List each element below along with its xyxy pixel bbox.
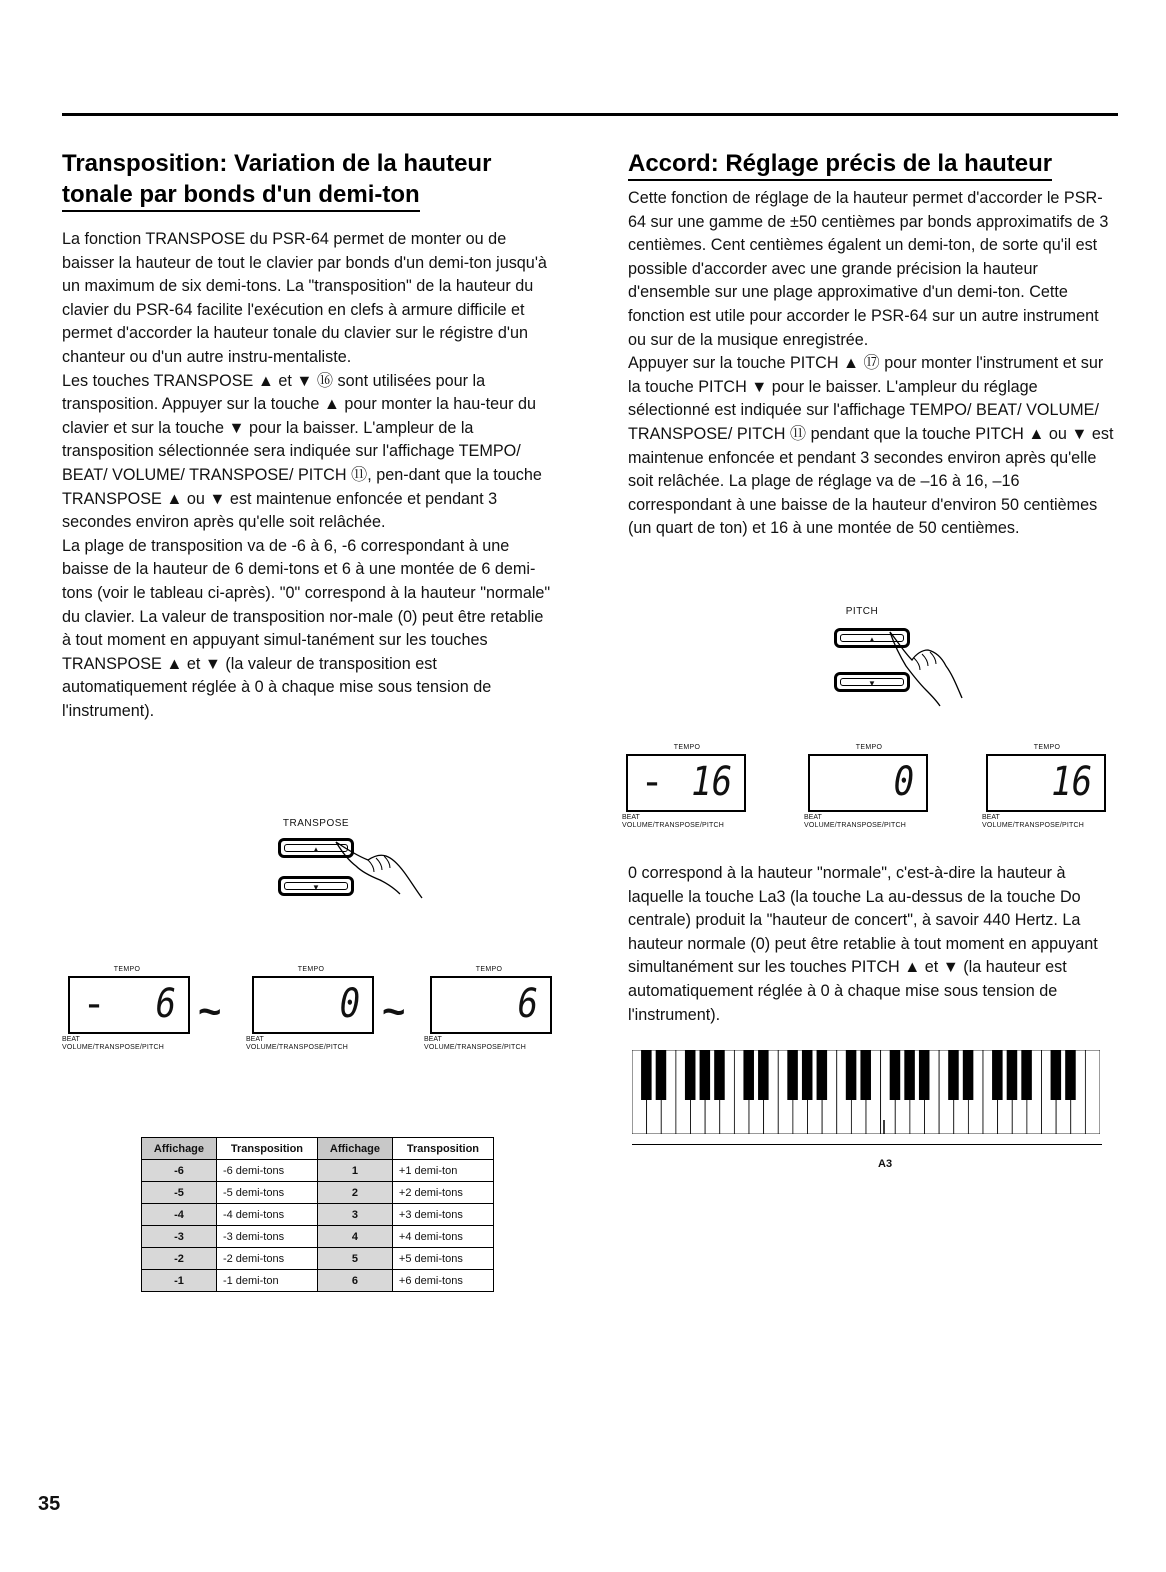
- volume-label: VOLUME/TRANSPOSE/PITCH: [246, 1044, 349, 1051]
- black-key: [1021, 1050, 1032, 1100]
- value-digit: 16: [1051, 759, 1092, 805]
- table-cell: -4: [142, 1204, 217, 1226]
- beat-label: BEAT: [62, 1036, 80, 1043]
- transpose-caption: TRANSPOSE: [282, 818, 350, 829]
- tempo-label: TEMPO: [475, 966, 503, 973]
- display-minus-6: [62, 966, 192, 1056]
- tempo-label: TEMPO: [297, 966, 325, 973]
- down-arrow-icon: ▼: [284, 882, 348, 890]
- black-key: [904, 1050, 915, 1100]
- transposition-para-2: Les touches TRANSPOSE ▲ et ▼ ⑯ sont utilisées pour la transposition. Appuyer sur la touche ▲ pour monter la hau-teur du clavier et sur la touche ▼ pour la baisser. L'ampleur de la transposition sélectionnée sera indiquée sur l'affichage TEMPO/ BEAT/ VOLUME/ TRANSPOSE/ PITCH ⑪, pen-dant que la touche TRANSPOSE ▲ ou ▼ est maintenue enfoncée et pendant 3 secondes environ après qu'elle soit relâchée.: [62, 371, 542, 532]
- transposition-table: [141, 1137, 494, 1292]
- tempo-label: TEMPO: [113, 966, 141, 973]
- volume-label: VOLUME/TRANSPOSE/PITCH: [62, 1044, 165, 1051]
- accord-para-3-block: [628, 862, 1120, 1027]
- table-cell: -1 demi-ton: [216, 1270, 317, 1292]
- lcd-screen: [252, 976, 374, 1034]
- sign-digit: -: [82, 981, 107, 1027]
- table-cell: -1: [142, 1270, 217, 1292]
- transpose-buttons-illustration: [268, 818, 428, 898]
- black-key: [685, 1050, 696, 1100]
- tilde-separator-1: ~: [198, 990, 222, 1034]
- value-digit: 0: [893, 759, 914, 805]
- beat-label: BEAT: [804, 814, 822, 821]
- keyboard-baseline: [632, 1144, 1102, 1145]
- column-header: Transposition: [216, 1138, 317, 1160]
- accord-para-2: Appuyer sur la touche PITCH ▲ ⑰ pour monter l'instrument et sur la touche PITCH ▼ pour le baisser. L'ampleur du réglage sélectionné est indiquée sur l'affichage TEMPO/ BEAT/ VOLUME/ TRANSPOSE/ PITCH ⑪ pendant que la touche PITCH ▲ ou ▼ est maintenue enfoncée et pendant 3 secondes environ après qu'elle soit relâchée. La plage de réglage va de –16 à 16, –16 correspondant à une baisse de la hauteur d'environ 50 centièmes (un quart de ton) et 16 à une montée de 50 centièmes.: [628, 354, 1114, 538]
- black-key: [700, 1050, 711, 1100]
- transposition-body: [62, 228, 552, 723]
- table-cell: 1: [317, 1160, 392, 1182]
- table-cell: -5 demi-tons: [216, 1182, 317, 1204]
- transposition-para-1: La fonction TRANSPOSE du PSR-64 permet de monter ou de baisser la hauteur de tout le clavier par bonds d'un demi-ton jusqu'à un maximum de six demi-tons. La "transposition" de la hauteur du clavier du PSR-64 facilite l'exécution en clefs à armure difficile et permet d'accorder la hauteur tonale du clavier sur le régistre d'un chanteur ou d'un autre instru-mentaliste.: [62, 230, 547, 366]
- table-cell: -2 demi-tons: [216, 1248, 317, 1270]
- piano-keyboard-icon: [632, 1050, 1100, 1134]
- heading-line-2: tonale par bonds d'un demi-ton: [62, 179, 420, 212]
- volume-label: VOLUME/TRANSPOSE/PITCH: [424, 1044, 527, 1051]
- table-cell: -6 demi-tons: [216, 1160, 317, 1182]
- down-arrow-icon: ▼: [840, 678, 904, 686]
- transposition-para-3: La plage de transposition va de -6 à 6, -6 correspondant à une baisse de la hauteur de 6 demi-tons et 6 à une montée de 6 demi-tons (voir le tableau ci-après). "0" correspond à la hauteur "normale" du clavier. La valeur de transposition nor-male (0) peut être retablie à tout moment en appuyant simul-tanément sur les touches TRANSPOSE ▲ et ▼ (la valeur de transposition est automatiquement réglée à 0 à chaque mise sous tension de l'instrument).: [62, 536, 551, 720]
- white-key: [1085, 1050, 1100, 1134]
- table-row: [142, 1248, 494, 1270]
- beat-label: BEAT: [982, 814, 1000, 821]
- up-arrow-icon: ▲: [840, 634, 904, 642]
- page-number: 35: [38, 1493, 61, 1515]
- display-0: [246, 966, 376, 1056]
- value-digit: 16: [691, 759, 732, 805]
- display-6: [424, 966, 554, 1056]
- table-cell: +4 demi-tons: [392, 1226, 493, 1248]
- column-header: Affichage: [142, 1138, 217, 1160]
- black-key: [817, 1050, 828, 1100]
- pitch-buttons-illustration: [830, 606, 990, 706]
- black-key: [743, 1050, 754, 1100]
- black-key: [758, 1050, 769, 1100]
- table-cell: +5 demi-tons: [392, 1248, 493, 1270]
- lcd-screen: [68, 976, 190, 1034]
- volume-label: VOLUME/TRANSPOSE/PITCH: [622, 822, 725, 829]
- tempo-label: TEMPO: [855, 744, 883, 751]
- table-cell: +2 demi-tons: [392, 1182, 493, 1204]
- lcd-screen: [626, 754, 746, 812]
- display-minus-16: [622, 744, 752, 834]
- accord-para-3: 0 correspond à la hauteur "normale", c'est-à-dire la hauteur à laquelle la touche La3 (la touche La au-dessus de la touche Do centrale) produit la "hauteur de concert", à savoir 440 Hertz. La hauteur normale (0) peut être retablie à tout moment en appuyant simultanément sur les touches PITCH ▲ et ▼ (la hauteur est automatiquement réglée à 0 à chaque mise sous tension de l'instrument).: [628, 864, 1098, 1024]
- display-0-pitch: [804, 744, 934, 834]
- black-key: [802, 1050, 813, 1100]
- black-key: [963, 1050, 974, 1100]
- black-key: [1007, 1050, 1018, 1100]
- beat-label: BEAT: [622, 814, 640, 821]
- table-cell: 2: [317, 1182, 392, 1204]
- table-row: [142, 1160, 494, 1182]
- black-key: [890, 1050, 901, 1100]
- table-cell: -2: [142, 1248, 217, 1270]
- table-cell: +6 demi-tons: [392, 1270, 493, 1292]
- pitch-caption: PITCH: [845, 606, 879, 617]
- table-row: [142, 1270, 494, 1292]
- black-key: [787, 1050, 798, 1100]
- table-row: [142, 1182, 494, 1204]
- accord-heading: [628, 148, 1120, 181]
- beat-label: BEAT: [424, 1036, 442, 1043]
- top-rule: [62, 113, 1118, 116]
- value-digit: 6: [517, 981, 538, 1027]
- table-cell: +1 demi-ton: [392, 1160, 493, 1182]
- black-key: [948, 1050, 959, 1100]
- lcd-screen: [430, 976, 552, 1034]
- accord-heading-text: Accord: Réglage précis de la hauteur: [628, 148, 1052, 181]
- pressing-hand-icon: [884, 628, 974, 708]
- a3-label: A3: [878, 1158, 893, 1170]
- display-16: [982, 744, 1112, 834]
- black-key: [846, 1050, 857, 1100]
- value-digit: 0: [339, 981, 360, 1027]
- left-column: [62, 148, 552, 723]
- table-cell: -3: [142, 1226, 217, 1248]
- black-key: [1051, 1050, 1062, 1100]
- table-row: [142, 1226, 494, 1248]
- beat-label: BEAT: [246, 1036, 264, 1043]
- black-key: [656, 1050, 667, 1100]
- table-cell: -3 demi-tons: [216, 1226, 317, 1248]
- value-digit: 6: [155, 981, 176, 1027]
- tempo-label: TEMPO: [673, 744, 701, 751]
- up-arrow-icon: ▲: [284, 844, 348, 852]
- table-cell: -4 demi-tons: [216, 1204, 317, 1226]
- volume-label: VOLUME/TRANSPOSE/PITCH: [804, 822, 907, 829]
- pressing-hand-icon: [328, 836, 428, 906]
- sign-digit: -: [640, 759, 665, 805]
- table-cell: -5: [142, 1182, 217, 1204]
- column-header: Affichage: [317, 1138, 392, 1160]
- table-cell: 5: [317, 1248, 392, 1270]
- black-key: [860, 1050, 871, 1100]
- table-row: [142, 1204, 494, 1226]
- tilde-separator-2: ~: [382, 990, 406, 1034]
- table-cell: -6: [142, 1160, 217, 1182]
- tempo-label: TEMPO: [1033, 744, 1061, 751]
- black-key: [919, 1050, 930, 1100]
- keyboard-illustration: [632, 1050, 1100, 1134]
- accord-body: [628, 187, 1120, 541]
- lcd-screen: [808, 754, 928, 812]
- column-header: Transposition: [392, 1138, 493, 1160]
- table-cell: +3 demi-tons: [392, 1204, 493, 1226]
- right-column: [628, 148, 1120, 541]
- accord-para-1: Cette fonction de réglage de la hauteur permet d'accorder le PSR-64 sur une gamme de ±50 centièmes par bonds approximatifs de 3 centièmes. Cent centièmes égalent un demi-ton, de sorte qu'il est possible d'accorder avec une grande précision la hauteur d'ensemble sur une plage approximative d'un demi-ton. Cette fonction est utile pour accorder le PSR-64 sur un autre instrument ou sur de la musique enregistrée.: [628, 189, 1109, 349]
- lcd-screen: [986, 754, 1106, 812]
- heading-line-1: Transposition: Variation de la hauteur: [62, 150, 492, 177]
- black-key: [1065, 1050, 1076, 1100]
- black-key: [641, 1050, 652, 1100]
- transposition-heading: [62, 148, 552, 212]
- table-cell: 6: [317, 1270, 392, 1292]
- black-key: [992, 1050, 1003, 1100]
- table-cell: 3: [317, 1204, 392, 1226]
- table-header-row: [142, 1138, 494, 1160]
- table-cell: 4: [317, 1226, 392, 1248]
- black-key: [714, 1050, 725, 1100]
- volume-label: VOLUME/TRANSPOSE/PITCH: [982, 822, 1085, 829]
